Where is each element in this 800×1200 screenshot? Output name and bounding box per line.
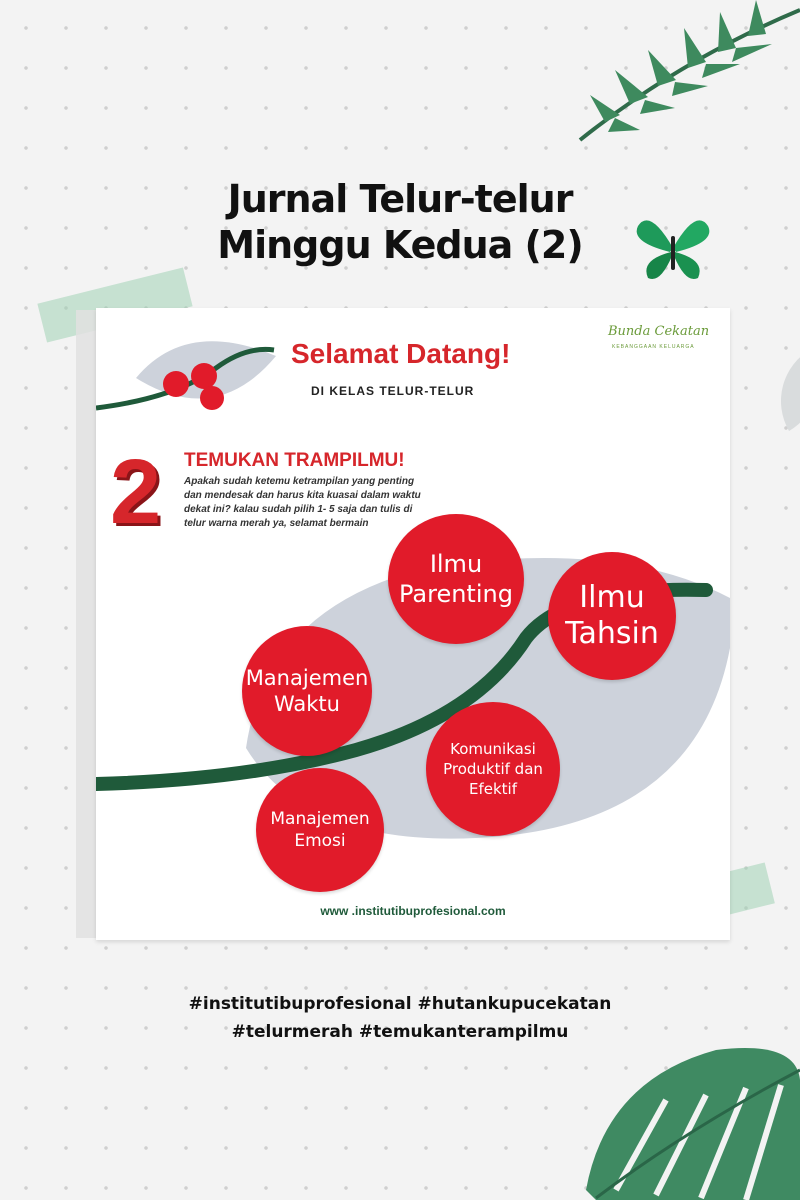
- website-url: www .institutibuprofesional.com: [320, 904, 506, 918]
- monstera-leaf-icon: [576, 1040, 800, 1200]
- page-title-line1: Jurnal Telur-telur: [227, 177, 573, 221]
- egg-label: Manajemen Waktu: [245, 666, 369, 716]
- step-title: TEMUKAN TRAMPILMU!: [184, 450, 405, 471]
- leaf-shadow-right: [759, 349, 800, 431]
- egg-label: Ilmu Tahsin: [565, 580, 659, 651]
- palm-leaf-icon: [560, 0, 800, 150]
- egg-komunikasi-produktif: [426, 702, 560, 836]
- egg-ilmu-parenting: [388, 514, 524, 644]
- hashtags: #institutibuprofesional #hutankupucekatan #telurmerah #temukanterampilmu: [188, 994, 612, 1042]
- egg-manajemen-waktu: [242, 626, 372, 756]
- egg-label: Ilmu Parenting: [399, 550, 513, 608]
- step-number: 2: [110, 441, 162, 543]
- egg-label: Manajemen Emosi: [270, 809, 370, 851]
- leaf-logo-icon: [96, 328, 286, 418]
- welcome-heading: Selamat Datang!: [291, 338, 511, 369]
- brand-tagline: KEBANGGAAN KELUARGA: [612, 344, 695, 350]
- page-title-line2: Minggu Kedua (2): [217, 223, 583, 267]
- journal-card: [96, 308, 730, 940]
- egg-ilmu-tahsin: [548, 552, 676, 680]
- welcome-subtitle: DI KELAS TELUR-TELUR: [311, 384, 475, 398]
- step-description: Apakah sudah ketemu ketrampilan yang penting dan mendesak dan harus kita kuasai dalam waktu dekat ini? kalau sudah pilih 1- 5 saja dan tulis di telur warna merah ya, selamat bermain: [184, 476, 421, 529]
- egg-label: Komunikasi Produktif dan Efektif: [443, 740, 543, 798]
- butterfly-icon: [630, 208, 716, 288]
- egg-manajemen-emosi: [256, 768, 384, 892]
- brand-logo: Bunda Cekatan: [608, 324, 710, 339]
